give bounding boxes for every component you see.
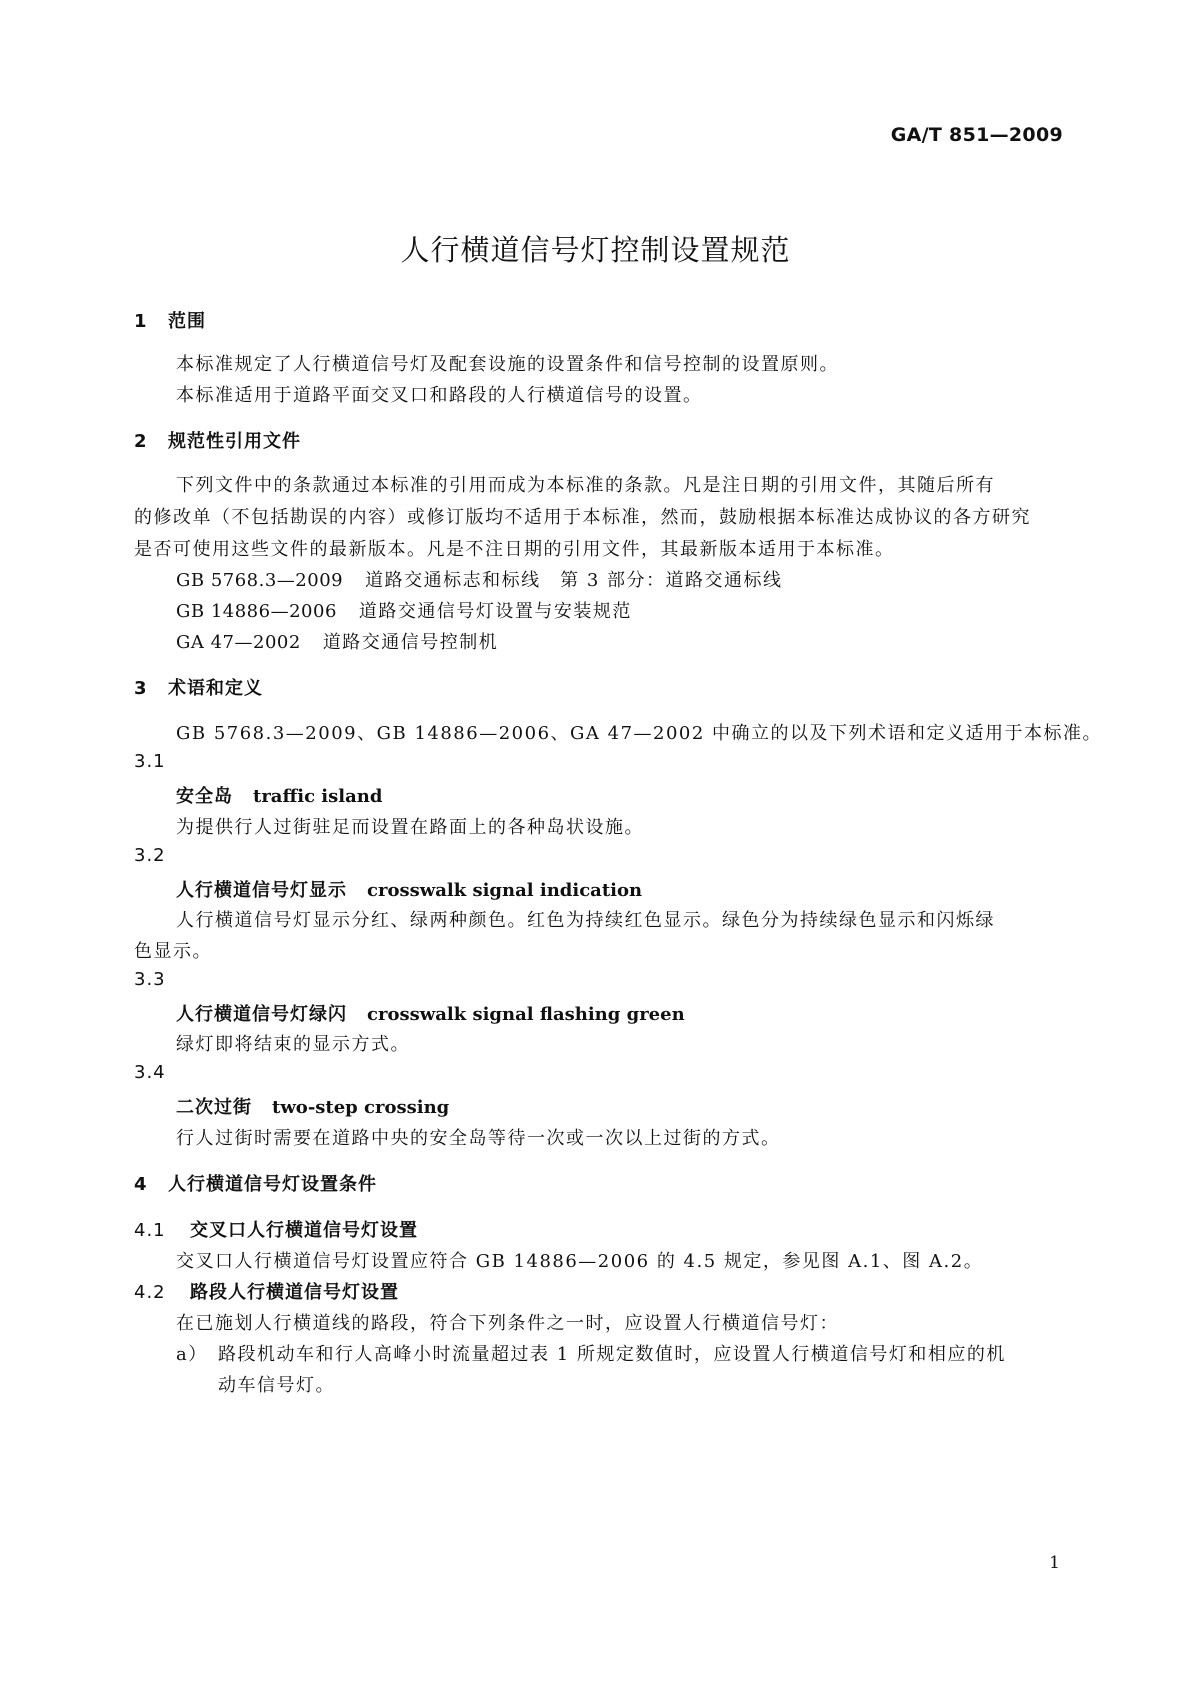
clause-number: 3.2 xyxy=(134,845,166,866)
term-zh: 人行横道信号灯显示 xyxy=(176,880,347,901)
subsection-title: 路段人行横道信号灯设置 xyxy=(190,1282,399,1303)
term-definition: 绿灯即将结束的显示方式。 xyxy=(176,1034,410,1055)
document-title: 人行横道信号灯控制设置规范 xyxy=(400,233,791,267)
list-item-continuation: 动车信号灯。 xyxy=(218,1375,335,1396)
section-title: 人行横道信号灯设置条件 xyxy=(168,1174,377,1195)
term-definition: 为提供行人过街驻足而设置在路面上的各种岛状设施。 xyxy=(176,817,644,838)
term-en: crosswalk signal indication xyxy=(367,880,643,901)
paragraph: 在已施划人行横道线的路段，符合下列条件之一时，应设置人行横道信号灯： xyxy=(176,1313,839,1334)
standard-code: GA/T 851—2009 xyxy=(890,124,1063,146)
reference-title: 道路交通信号控制机 xyxy=(322,632,499,653)
term-en: two-step crossing xyxy=(272,1097,450,1118)
page-number: 1 xyxy=(1049,1553,1060,1573)
term-definition: 行人过街时需要在道路中央的安全岛等待一次或一次以上过街的方式。 xyxy=(176,1128,781,1149)
paragraph-line: 的修改单（不包括勘误的内容）或修订版均不适用于本标准，然而，鼓励根据本标准达成协议的各方研究 xyxy=(134,507,1031,528)
section-number: 3 xyxy=(134,678,148,699)
paragraph-line: 下列文件中的条款通过本标准的引用而成为本标准的条款。凡是注日期的引用文件，其随后所有 xyxy=(176,475,995,496)
clause-number: 3.3 xyxy=(134,969,166,990)
section-number: 1 xyxy=(134,311,148,332)
reference-title: 道路交通标志和标线 第 3 部分：道路交通标线 xyxy=(365,570,783,591)
reference-item xyxy=(176,628,498,654)
section-title: 范围 xyxy=(168,311,206,332)
subsection-number: 4.2 xyxy=(134,1282,166,1303)
subsection-number: 4.1 xyxy=(134,1220,166,1241)
section-3-heading xyxy=(134,674,263,700)
clause-number: 3.4 xyxy=(134,1062,166,1083)
paragraph: 本标准规定了人行横道信号灯及配套设施的设置条件和信号控制的设置原则。 xyxy=(176,354,839,375)
paragraph: GB 5768.3—2009、GB 14886—2006、GA 47—2002 中确立的以及下列术语和定义适用于本标准。 xyxy=(176,723,1103,744)
reference-title: 道路交通信号灯设置与安装规范 xyxy=(358,601,632,622)
section-4-heading xyxy=(134,1170,377,1196)
term-en: traffic island xyxy=(253,786,383,807)
list-marker: a） xyxy=(176,1344,208,1365)
term-definition: 色显示。 xyxy=(134,941,212,962)
paragraph-line: 是否可使用这些文件的最新版本。凡是不注日期的引用文件，其最新版本适用于本标准。 xyxy=(134,539,895,560)
term-heading xyxy=(176,876,642,902)
reference-item xyxy=(176,597,632,623)
term-heading xyxy=(176,782,382,808)
term-heading xyxy=(176,1093,449,1119)
section-number: 2 xyxy=(134,431,148,452)
reference-code: GB 5768.3—2009 xyxy=(176,570,344,591)
paragraph: 交叉口人行横道信号灯设置应符合 GB 14886—2006 的 4.5 规定，参见图 A.1、图 A.2。 xyxy=(176,1251,984,1272)
section-2-heading xyxy=(134,427,301,453)
section-number: 4 xyxy=(134,1174,148,1195)
reference-code: GA 47—2002 xyxy=(176,632,301,653)
term-zh: 二次过街 xyxy=(176,1097,252,1118)
clause-number: 3.1 xyxy=(134,751,166,772)
subsection-title: 交叉口人行横道信号灯设置 xyxy=(190,1220,418,1241)
reference-item xyxy=(176,566,783,592)
term-heading xyxy=(176,1000,685,1026)
term-zh: 安全岛 xyxy=(176,786,233,807)
section-title: 规范性引用文件 xyxy=(168,431,301,452)
subsection-4-1-heading xyxy=(134,1216,418,1242)
list-item-text: 路段机动车和行人高峰小时流量超过表 1 所规定数值时，应设置人行横道信号灯和相应的机 xyxy=(218,1344,1006,1365)
list-item xyxy=(176,1340,1006,1366)
term-en: crosswalk signal flashing green xyxy=(367,1004,685,1025)
subsection-4-2-heading xyxy=(134,1278,399,1304)
section-title: 术语和定义 xyxy=(168,678,263,699)
term-zh: 人行横道信号灯绿闪 xyxy=(176,1004,347,1025)
paragraph: 本标准适用于道路平面交叉口和路段的人行横道信号的设置。 xyxy=(176,385,703,406)
reference-code: GB 14886—2006 xyxy=(176,601,337,622)
term-definition: 人行横道信号灯显示分红、绿两种颜色。红色为持续红色显示。绿色分为持续绿色显示和闪烁绿 xyxy=(176,910,995,931)
section-1-heading xyxy=(134,307,206,333)
